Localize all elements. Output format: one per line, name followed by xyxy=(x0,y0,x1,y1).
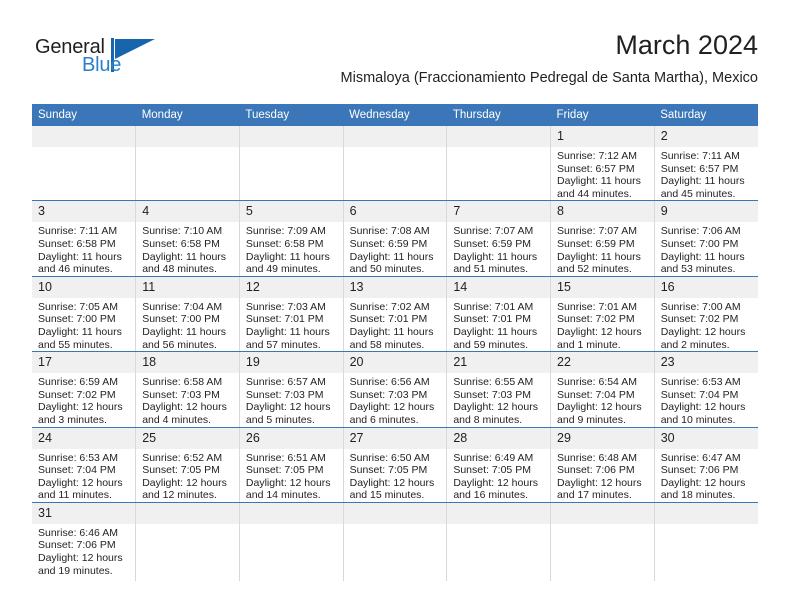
sunrise-text: Sunrise: 7:10 AM xyxy=(142,225,223,238)
calendar-day-cell[interactable] xyxy=(239,201,343,276)
sunrise-text: Sunrise: 7:12 AM xyxy=(557,150,637,162)
daylight-text-line2: and 55 minutes. xyxy=(38,338,113,351)
daylight-text-line1: Daylight: 12 hours xyxy=(142,476,227,489)
general-blue-logo[interactable] xyxy=(32,36,182,88)
daylight-text-line2: and 4 minutes. xyxy=(142,413,212,426)
day-number: 9 xyxy=(655,201,758,222)
sunrise-text: Sunrise: 7:11 AM xyxy=(660,150,740,162)
sunrise-text: Sunrise: 7:07 AM xyxy=(453,225,534,238)
day-details xyxy=(32,449,135,502)
sunrise-sunset-calendar xyxy=(32,104,758,581)
calendar-cell-empty xyxy=(32,126,136,201)
day-details xyxy=(32,222,135,275)
sunrise-text: Sunrise: 7:11 AM xyxy=(38,225,118,238)
sunset-text: Sunset: 7:01 PM xyxy=(245,313,324,326)
day-details xyxy=(655,373,758,426)
daylight-text-line2: and 18 minutes. xyxy=(660,489,736,502)
daylight-text-line1: Daylight: 12 hours xyxy=(453,401,538,414)
calendar-day-cell[interactable] xyxy=(136,352,240,427)
calendar-day-cell[interactable] xyxy=(136,276,240,351)
weekday-header-sunday: Sunday xyxy=(32,104,136,126)
day-details xyxy=(447,298,550,351)
daylight-text-line2: and 5 minutes. xyxy=(245,413,315,426)
daylight-text-line1: Daylight: 12 hours xyxy=(142,401,227,414)
calendar-day-cell[interactable] xyxy=(447,201,551,276)
day-number: 17 xyxy=(32,352,135,373)
daylight-text-line1: Daylight: 12 hours xyxy=(38,552,123,565)
sunset-text: Sunset: 7:04 PM xyxy=(660,388,739,401)
day-details xyxy=(655,298,758,351)
daylight-text-line2: and 57 minutes. xyxy=(245,338,321,351)
sunset-text: Sunset: 6:58 PM xyxy=(142,237,220,250)
daylight-text-line2: and 51 minutes. xyxy=(453,263,529,276)
daylight-text-line1: Daylight: 11 hours xyxy=(245,325,330,338)
sunrise-text: Sunrise: 6:53 AM xyxy=(660,376,741,389)
day-number: 8 xyxy=(551,201,654,222)
day-number xyxy=(447,126,550,147)
sunrise-text: Sunrise: 7:01 AM xyxy=(557,300,637,313)
logo-text-general: General xyxy=(35,36,105,58)
sunset-text: Sunset: 7:02 PM xyxy=(557,313,635,326)
calendar-day-cell[interactable] xyxy=(654,352,758,427)
sunrise-text: Sunrise: 6:50 AM xyxy=(349,451,430,464)
page-header xyxy=(32,28,758,100)
location-subtitle: Mismaloya (Fraccionamiento Pedregal de Santa Martha), Mexico xyxy=(340,70,758,86)
daylight-text-line2: and 1 minute. xyxy=(557,338,621,351)
day-details xyxy=(136,373,239,426)
day-number: 18 xyxy=(136,352,239,373)
sunrise-text: Sunrise: 7:09 AM xyxy=(245,225,326,238)
sunset-text: Sunset: 7:05 PM xyxy=(245,464,324,477)
day-details xyxy=(655,449,758,502)
sunset-text: Sunset: 7:03 PM xyxy=(453,388,531,401)
day-number: 31 xyxy=(32,503,135,524)
sunrise-text: Sunrise: 7:07 AM xyxy=(557,225,637,238)
day-number: 23 xyxy=(655,352,758,373)
daylight-text-line2: and 14 minutes. xyxy=(245,489,321,502)
daylight-text-line1: Daylight: 11 hours xyxy=(453,325,538,338)
day-number xyxy=(344,503,447,524)
calendar-day-cell[interactable] xyxy=(32,276,136,351)
sunset-text: Sunset: 7:05 PM xyxy=(142,464,220,477)
sunrise-text: Sunrise: 6:48 AM xyxy=(557,451,637,464)
sunrise-text: Sunrise: 6:52 AM xyxy=(142,451,223,464)
calendar-day-cell[interactable] xyxy=(654,126,758,201)
daylight-text-line2: and 15 minutes. xyxy=(349,489,425,502)
day-details xyxy=(240,373,343,426)
daylight-text-line1: Daylight: 12 hours xyxy=(349,476,435,489)
sunrise-text: Sunrise: 7:06 AM xyxy=(660,225,741,238)
day-details xyxy=(344,298,447,351)
day-details xyxy=(240,449,343,502)
sunset-text: Sunset: 7:03 PM xyxy=(245,388,324,401)
calendar-day-cell[interactable] xyxy=(343,427,447,502)
sunrise-text: Sunrise: 6:47 AM xyxy=(660,451,741,464)
day-number: 30 xyxy=(655,428,758,449)
daylight-text-line2: and 53 minutes. xyxy=(660,263,736,276)
daylight-text-line2: and 48 minutes. xyxy=(142,263,217,276)
day-number: 27 xyxy=(344,428,447,449)
daylight-text-line1: Daylight: 12 hours xyxy=(453,476,538,489)
sunset-text: Sunset: 7:03 PM xyxy=(349,388,428,401)
daylight-text-line1: Daylight: 11 hours xyxy=(142,250,227,263)
calendar-day-cell[interactable] xyxy=(136,427,240,502)
calendar-cell-empty xyxy=(447,502,551,581)
day-number: 28 xyxy=(447,428,550,449)
day-number: 13 xyxy=(344,277,447,298)
day-number: 10 xyxy=(32,277,135,298)
calendar-day-cell[interactable] xyxy=(654,276,758,351)
calendar-day-cell[interactable] xyxy=(654,201,758,276)
calendar-day-cell[interactable] xyxy=(239,427,343,502)
day-number: 25 xyxy=(136,428,239,449)
calendar-cell-empty xyxy=(343,126,447,201)
title-block xyxy=(341,28,758,89)
day-number xyxy=(136,126,239,147)
sunset-text: Sunset: 7:02 PM xyxy=(38,388,116,401)
weekday-header-thursday: Thursday xyxy=(447,104,551,126)
sunset-text: Sunset: 7:00 PM xyxy=(660,237,739,250)
calendar-day-cell[interactable] xyxy=(32,201,136,276)
calendar-week-row xyxy=(32,276,758,351)
day-details xyxy=(551,222,654,275)
day-details xyxy=(136,298,239,351)
calendar-week-row xyxy=(32,352,758,427)
sunset-text: Sunset: 7:06 PM xyxy=(557,464,635,477)
calendar-week-row xyxy=(32,502,758,581)
sunset-text: Sunset: 7:04 PM xyxy=(38,464,116,477)
day-number: 24 xyxy=(32,428,135,449)
sunset-text: Sunset: 7:05 PM xyxy=(453,464,531,477)
weekday-header-saturday: Saturday xyxy=(654,104,758,126)
sunrise-text: Sunrise: 6:53 AM xyxy=(38,451,118,464)
day-details xyxy=(551,449,654,502)
logo-text-blue: Blue xyxy=(82,54,122,76)
sunrise-text: Sunrise: 7:03 AM xyxy=(245,300,326,313)
calendar-day-cell[interactable] xyxy=(447,276,551,351)
daylight-text-line1: Daylight: 11 hours xyxy=(453,250,538,263)
calendar-cell-empty xyxy=(447,126,551,201)
daylight-text-line1: Daylight: 12 hours xyxy=(38,401,123,414)
calendar-day-cell[interactable] xyxy=(551,427,655,502)
day-details xyxy=(551,147,654,200)
day-number xyxy=(655,503,758,524)
sunrise-text: Sunrise: 7:02 AM xyxy=(349,300,430,313)
daylight-text-line2: and 10 minutes. xyxy=(660,413,736,426)
day-details xyxy=(447,449,550,502)
weekday-header-friday: Friday xyxy=(551,104,655,126)
sunrise-text: Sunrise: 6:58 AM xyxy=(142,376,223,389)
sunset-text: Sunset: 6:58 PM xyxy=(38,237,116,250)
weekday-header-wednesday: Wednesday xyxy=(343,104,447,126)
day-details xyxy=(240,298,343,351)
sunset-text: Sunset: 7:06 PM xyxy=(38,539,116,552)
day-details xyxy=(655,222,758,275)
sunset-text: Sunset: 7:05 PM xyxy=(349,464,428,477)
day-details xyxy=(344,449,447,502)
daylight-text-line1: Daylight: 12 hours xyxy=(660,401,746,414)
calendar-day-cell[interactable] xyxy=(343,352,447,427)
daylight-text-line2: and 3 minutes. xyxy=(38,413,107,426)
daylight-text-line2: and 50 minutes. xyxy=(349,263,425,276)
day-details xyxy=(32,298,135,351)
daylight-text-line1: Daylight: 11 hours xyxy=(38,250,122,263)
calendar-day-cell[interactable] xyxy=(551,352,655,427)
daylight-text-line2: and 59 minutes. xyxy=(453,338,529,351)
sunset-text: Sunset: 6:59 PM xyxy=(557,237,635,250)
daylight-text-line1: Daylight: 11 hours xyxy=(38,325,122,338)
day-number: 5 xyxy=(240,201,343,222)
sunrise-text: Sunrise: 6:59 AM xyxy=(38,376,118,389)
day-number xyxy=(447,503,550,524)
day-details xyxy=(240,222,343,275)
day-number: 2 xyxy=(655,126,758,147)
daylight-text-line1: Daylight: 12 hours xyxy=(245,401,331,414)
calendar-day-cell[interactable] xyxy=(447,352,551,427)
day-number xyxy=(240,503,343,524)
calendar-day-cell[interactable] xyxy=(551,126,655,201)
daylight-text-line2: and 49 minutes. xyxy=(245,263,321,276)
daylight-text-line2: and 45 minutes. xyxy=(660,187,736,200)
daylight-text-line2: and 2 minutes. xyxy=(660,338,730,351)
day-number: 11 xyxy=(136,277,239,298)
daylight-text-line2: and 8 minutes. xyxy=(453,413,523,426)
sunset-text: Sunset: 7:03 PM xyxy=(142,388,220,401)
calendar-day-cell[interactable] xyxy=(32,352,136,427)
daylight-text-line2: and 44 minutes. xyxy=(557,187,632,200)
daylight-text-line2: and 52 minutes. xyxy=(557,263,632,276)
calendar-cell-empty xyxy=(654,502,758,581)
sunset-text: Sunset: 6:59 PM xyxy=(349,237,428,250)
calendar-day-cell[interactable] xyxy=(136,201,240,276)
day-number xyxy=(551,503,654,524)
sunrise-text: Sunrise: 7:00 AM xyxy=(660,300,741,313)
daylight-text-line1: Daylight: 11 hours xyxy=(349,250,434,263)
daylight-text-line1: Daylight: 12 hours xyxy=(557,325,642,338)
daylight-text-line2: and 56 minutes. xyxy=(142,338,217,351)
calendar-day-cell[interactable] xyxy=(551,201,655,276)
daylight-text-line1: Daylight: 11 hours xyxy=(245,250,330,263)
daylight-text-line1: Daylight: 12 hours xyxy=(245,476,331,489)
day-number: 22 xyxy=(551,352,654,373)
day-number: 12 xyxy=(240,277,343,298)
day-details xyxy=(447,373,550,426)
sunrise-text: Sunrise: 6:57 AM xyxy=(245,376,326,389)
day-number: 6 xyxy=(344,201,447,222)
day-details xyxy=(551,298,654,351)
daylight-text-line2: and 58 minutes. xyxy=(349,338,425,351)
calendar-day-cell[interactable] xyxy=(551,276,655,351)
calendar-week-row xyxy=(32,126,758,201)
sunrise-text: Sunrise: 7:05 AM xyxy=(38,300,118,313)
daylight-text-line2: and 11 minutes. xyxy=(38,489,112,502)
sunset-text: Sunset: 6:57 PM xyxy=(557,162,635,175)
calendar-cell-empty xyxy=(239,502,343,581)
sunrise-text: Sunrise: 7:04 AM xyxy=(142,300,223,313)
daylight-text-line1: Daylight: 11 hours xyxy=(557,250,641,263)
daylight-text-line1: Daylight: 11 hours xyxy=(557,175,641,188)
daylight-text-line1: Daylight: 12 hours xyxy=(557,476,642,489)
sunrise-text: Sunrise: 6:56 AM xyxy=(349,376,430,389)
day-details xyxy=(655,147,758,200)
daylight-text-line2: and 16 minutes. xyxy=(453,489,529,502)
calendar-day-cell[interactable] xyxy=(343,276,447,351)
day-number xyxy=(32,126,135,147)
daylight-text-line1: Daylight: 11 hours xyxy=(660,175,745,188)
calendar-cell-empty xyxy=(551,502,655,581)
daylight-text-line2: and 6 minutes. xyxy=(349,413,419,426)
sunrise-text: Sunrise: 7:08 AM xyxy=(349,225,430,238)
calendar-day-cell[interactable] xyxy=(239,276,343,351)
calendar-cell-empty xyxy=(136,502,240,581)
daylight-text-line2: and 19 minutes. xyxy=(38,564,113,577)
day-details xyxy=(32,524,135,577)
sunset-text: Sunset: 7:02 PM xyxy=(660,313,739,326)
day-details xyxy=(551,373,654,426)
sunrise-text: Sunrise: 6:51 AM xyxy=(245,451,326,464)
sunset-text: Sunset: 6:57 PM xyxy=(660,162,739,175)
day-details xyxy=(344,373,447,426)
weekday-header-tuesday: Tuesday xyxy=(239,104,343,126)
sunset-text: Sunset: 7:01 PM xyxy=(453,313,531,326)
sunrise-text: Sunrise: 7:01 AM xyxy=(453,300,534,313)
daylight-text-line1: Daylight: 11 hours xyxy=(349,325,434,338)
calendar-cell-empty xyxy=(343,502,447,581)
daylight-text-line2: and 17 minutes. xyxy=(557,489,632,502)
day-details xyxy=(136,449,239,502)
calendar-day-cell[interactable] xyxy=(447,427,551,502)
sunset-text: Sunset: 6:59 PM xyxy=(453,237,531,250)
day-number: 4 xyxy=(136,201,239,222)
day-details xyxy=(447,222,550,275)
sunrise-text: Sunrise: 6:46 AM xyxy=(38,526,118,539)
daylight-text-line2: and 12 minutes. xyxy=(142,489,217,502)
day-details xyxy=(32,373,135,426)
day-number: 29 xyxy=(551,428,654,449)
calendar-body xyxy=(32,126,758,581)
day-number: 21 xyxy=(447,352,550,373)
sunset-text: Sunset: 7:06 PM xyxy=(660,464,739,477)
sunrise-text: Sunrise: 6:55 AM xyxy=(453,376,534,389)
weekday-header-row xyxy=(32,104,758,126)
calendar-day-cell[interactable] xyxy=(32,502,136,581)
calendar-week-row xyxy=(32,201,758,276)
day-number xyxy=(344,126,447,147)
sunset-text: Sunset: 6:58 PM xyxy=(245,237,324,250)
day-number: 16 xyxy=(655,277,758,298)
page-title: March 2024 xyxy=(615,30,758,60)
daylight-text-line1: Daylight: 11 hours xyxy=(142,325,227,338)
calendar-cell-empty xyxy=(239,126,343,201)
calendar-day-cell[interactable] xyxy=(343,201,447,276)
day-number: 3 xyxy=(32,201,135,222)
sunset-text: Sunset: 7:00 PM xyxy=(142,313,220,326)
day-number: 20 xyxy=(344,352,447,373)
daylight-text-line1: Daylight: 11 hours xyxy=(660,250,745,263)
day-number: 15 xyxy=(551,277,654,298)
daylight-text-line1: Daylight: 12 hours xyxy=(660,476,746,489)
calendar-day-cell[interactable] xyxy=(32,427,136,502)
sunrise-text: Sunrise: 6:49 AM xyxy=(453,451,534,464)
daylight-text-line2: and 46 minutes. xyxy=(38,263,113,276)
calendar-week-row xyxy=(32,427,758,502)
day-details xyxy=(136,222,239,275)
calendar-day-cell[interactable] xyxy=(239,352,343,427)
daylight-text-line1: Daylight: 12 hours xyxy=(38,476,123,489)
daylight-text-line1: Daylight: 12 hours xyxy=(660,325,746,338)
daylight-text-line2: and 9 minutes. xyxy=(557,413,626,426)
daylight-text-line1: Daylight: 12 hours xyxy=(557,401,642,414)
calendar-cell-empty xyxy=(136,126,240,201)
day-details xyxy=(344,222,447,275)
day-number xyxy=(136,503,239,524)
day-number: 26 xyxy=(240,428,343,449)
weekday-header-monday: Monday xyxy=(136,104,240,126)
sunset-text: Sunset: 7:01 PM xyxy=(349,313,428,326)
sunset-text: Sunset: 7:04 PM xyxy=(557,388,635,401)
daylight-text-line1: Daylight: 12 hours xyxy=(349,401,435,414)
day-number: 19 xyxy=(240,352,343,373)
day-number: 7 xyxy=(447,201,550,222)
day-number: 1 xyxy=(551,126,654,147)
sunrise-text: Sunrise: 6:54 AM xyxy=(557,376,637,389)
sunset-text: Sunset: 7:00 PM xyxy=(38,313,116,326)
calendar-day-cell[interactable] xyxy=(654,427,758,502)
day-number xyxy=(240,126,343,147)
day-number: 14 xyxy=(447,277,550,298)
